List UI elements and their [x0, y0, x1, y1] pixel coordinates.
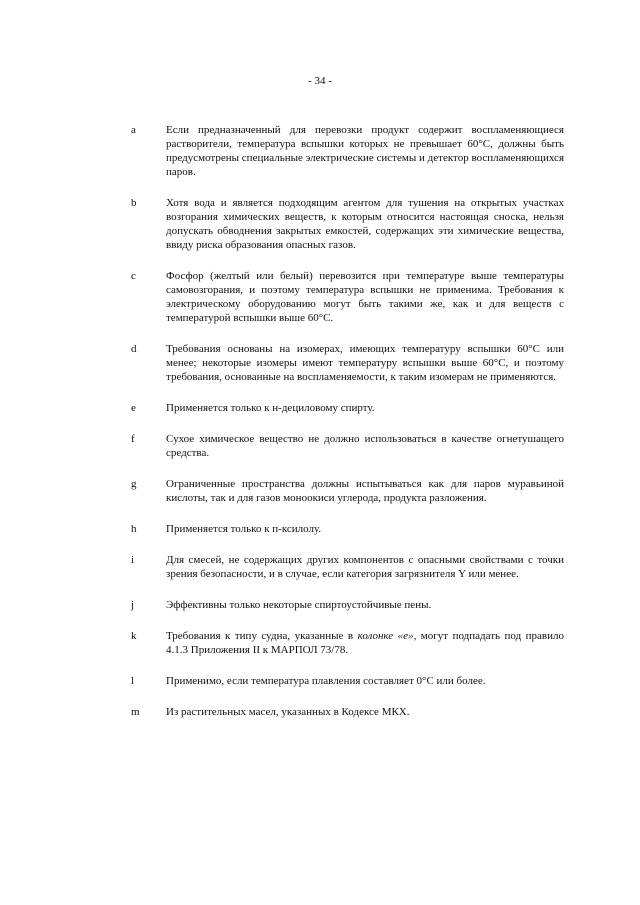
footnote-text: Эффективны только некоторые спиртоустойчивые пены. [166, 599, 432, 611]
footnote-a [0, 123, 640, 179]
footnote-text: Применимо, если температура плавления составляет 0°C или более. [166, 675, 486, 687]
footnote-letter: a [131, 124, 136, 136]
footnotes-list [0, 123, 640, 736]
footnote-letter: d [131, 343, 137, 355]
footnote-text: Требования основаны на изомерах, имеющих температуру вспышки 60°C или менее; некоторые изомеры имеют температуру вспышки выше 60°C, и поэтому требования, основанные на воспламеняемости, к таким изомерам не применяются. [166, 343, 564, 383]
footnote-text: Для смесей, не содержащих других компонентов с опасными свойствами с точки зрения безопасности, и в случае, если категория загрязнителя Y или менее. [166, 554, 564, 580]
footnote-text: Ограниченные пространства должны испытываться как для паров муравьиной кислоты, так и для газов моноокиси углерода, продукта разложения. [166, 478, 564, 504]
footnote-text-end: , могут подпадать под правило 4.1.3 Приложения II к МАРПОЛ 73/78. [166, 630, 565, 656]
footnote-text: Хотя вода и является подходящим агентом для тушения на открытых участках возгорания химических веществ, к которым относится настоящая сноска, нельзя допускать обводнения закрытых емкостей, содержащих эти химические вещества, ввиду риска образования опасных газов. [166, 197, 564, 251]
footnote-i [0, 553, 640, 581]
footnote-text: Фосфор (желтый или белый) перевозится при температуре выше температуры самовозгорания, и поэтому температура вспышки не применима. Требования к электрическому оборудованию могут быть такими же, как и для веществ с температурой вспышки выше 60°C. [166, 270, 564, 324]
footnote-text: Если предназначенный для перевозки продукт содержит воспламеняющиеся растворители, температура вспышки которых не превышает 60°C, должны быть предусмотрены специальные электрические системы и детектор воспламеняющихся паров. [166, 124, 564, 178]
footnote-letter: c [131, 270, 136, 282]
footnote-f [0, 432, 640, 460]
footnote-j [0, 598, 640, 612]
footnote-e [0, 401, 640, 415]
footnote-h [0, 522, 640, 536]
footnote-d [0, 342, 640, 384]
footnote-text-start: Требования к типу судна, указанные в [166, 630, 358, 642]
footnote-text: Сухое химическое вещество не должно использоваться в качестве огнетушащего средства. [166, 433, 564, 459]
footnote-c [0, 269, 640, 325]
footnote-letter: b [131, 197, 137, 209]
footnote-letter: f [131, 433, 135, 445]
footnote-letter: k [131, 630, 137, 642]
footnote-text: Применяется только к п-ксилолу. [166, 523, 322, 535]
footnote-text-italic: колонке «е» [357, 630, 414, 642]
footnote-text: Применяется только к н-дециловому спирту. [166, 402, 375, 414]
footnote-letter: j [131, 599, 135, 611]
footnote-letter: l [131, 675, 135, 687]
footnote-text [166, 629, 564, 657]
footnote-k [0, 629, 640, 657]
footnote-m [0, 705, 640, 719]
footnote-letter: i [131, 554, 135, 566]
footnote-letter: m [131, 706, 140, 718]
footnote-letter: g [131, 478, 137, 490]
footnote-letter: e [131, 402, 136, 414]
footnote-letter: h [131, 523, 137, 535]
footnote-text: Из растительных масел, указанных в Кодексе МКХ. [166, 706, 410, 718]
footnote-l [0, 674, 640, 688]
page-number: - 34 - [308, 75, 332, 87]
footnote-g [0, 477, 640, 505]
footnote-b [0, 196, 640, 252]
